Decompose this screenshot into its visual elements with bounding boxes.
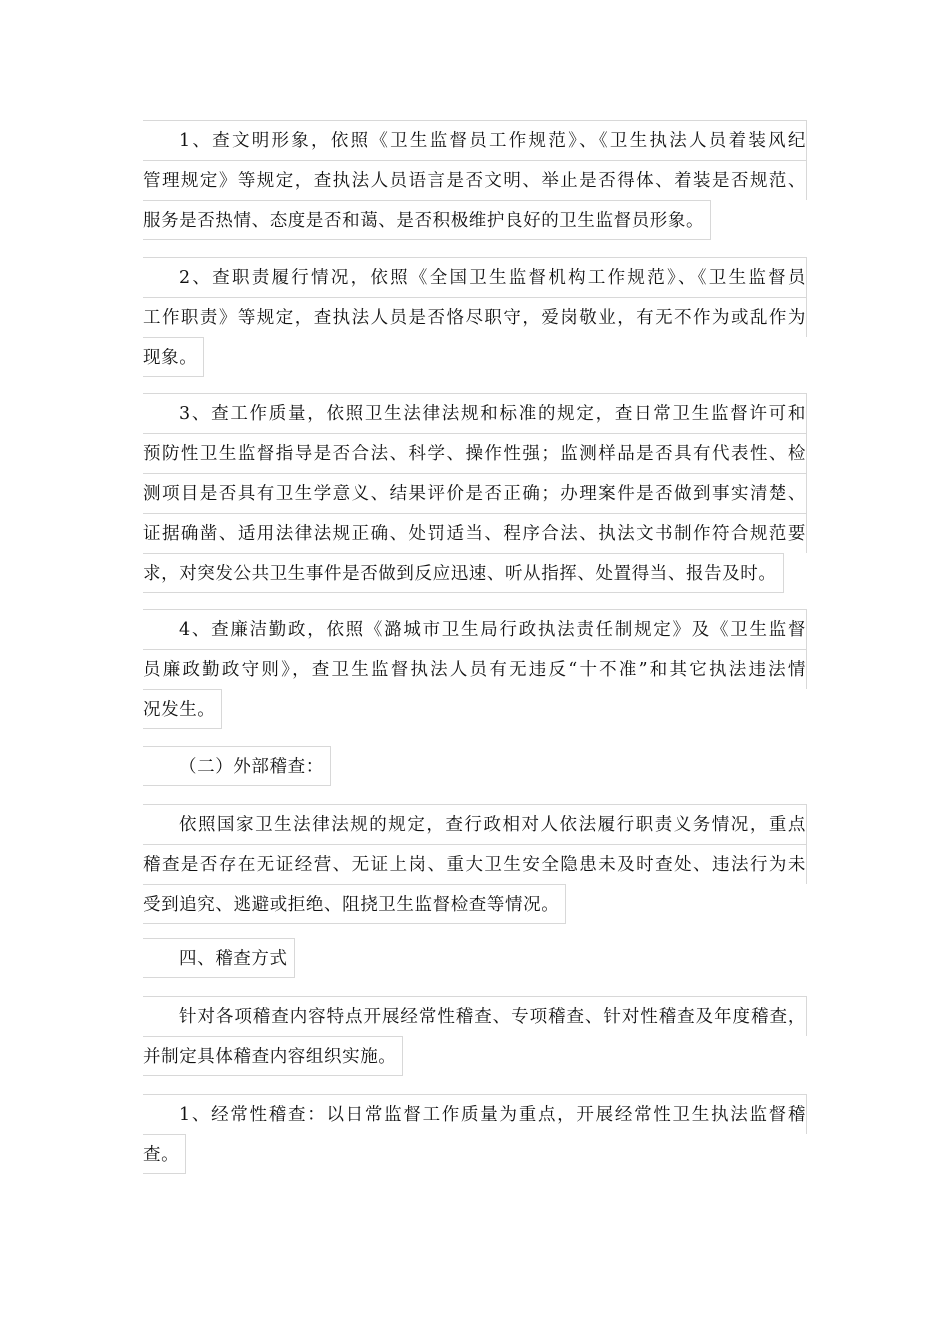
paragraph-work-quality	[143, 393, 807, 597]
text-line: 依照国家卫生法律法规的规定，查行政相对人依法履行职责义务情况，重点	[143, 804, 807, 844]
paragraph-external-audit-body	[143, 804, 807, 928]
text-line: 3、查工作质量，依照卫生法律法规和标准的规定，查日常卫生监督许可和	[143, 393, 807, 433]
section-heading: （二）外部稽查：	[143, 746, 331, 786]
paragraph-integrity	[143, 609, 807, 733]
text-line: 工作职责》等规定，查执法人员是否恪尽职守，爱岗敬业，有无不作为或乱作为	[143, 297, 807, 337]
text-line: 管理规定》等规定，查执法人员语言是否文明、举止是否得体、着装是否规范、	[143, 160, 807, 200]
text-line: 预防性卫生监督指导是否合法、科学、操作性强；监测样品是否具有代表性、检	[143, 433, 807, 473]
text-line: 查。	[143, 1134, 186, 1174]
text-line: 1、经常性稽查：以日常监督工作质量为重点，开展经常性卫生执法监督稽	[143, 1094, 807, 1134]
text-line: 员廉政勤政守则》，查卫生监督执法人员有无违反“十不准”和其它执法违法情	[143, 649, 807, 689]
paragraph-regular-audit	[143, 1094, 807, 1178]
heading-external-audit	[143, 746, 807, 790]
text-line: 求，对突发公共卫生事件是否做到反应迅速、听从指挥、处置得当、报告及时。	[143, 553, 784, 593]
paragraph-duty-performance	[143, 257, 807, 381]
text-line: 稽查是否存在无证经营、无证上岗、重大卫生安全隐患未及时查处、违法行为未	[143, 844, 807, 884]
text-line: 并制定具体稽查内容组织实施。	[143, 1036, 403, 1076]
text-line: 1、查文明形象，依照《卫生监督员工作规范》、《卫生执法人员着装风纪	[143, 120, 807, 160]
text-line: 测项目是否具有卫生学意义、结果评价是否正确；办理案件是否做到事实清楚、	[143, 473, 807, 513]
paragraph-audit-method-body	[143, 996, 807, 1080]
text-line: 况发生。	[143, 689, 222, 729]
heading-audit-method	[143, 938, 807, 982]
text-line: 针对各项稽查内容特点开展经常性稽查、专项稽查、针对性稽查及年度稽查，	[143, 996, 807, 1036]
text-line: 4、查廉洁勤政，依照《潞城市卫生局行政执法责任制规定》及《卫生监督	[143, 609, 807, 649]
paragraph-civilized-image	[143, 120, 807, 244]
text-line: 2、查职责履行情况，依照《全国卫生监督机构工作规范》、《卫生监督员	[143, 257, 807, 297]
text-line: 受到追究、逃避或拒绝、阻挠卫生监督检查等情况。	[143, 884, 566, 924]
text-line: 证据确凿、适用法律法规正确、处罚适当、程序合法、执法文书制作符合规范要	[143, 513, 807, 553]
section-heading: 四、稽查方式	[143, 938, 295, 978]
text-line: 服务是否热情、态度是否和蔼、是否积极维护良好的卫生监督员形象。	[143, 200, 711, 240]
text-line: 现象。	[143, 337, 204, 377]
